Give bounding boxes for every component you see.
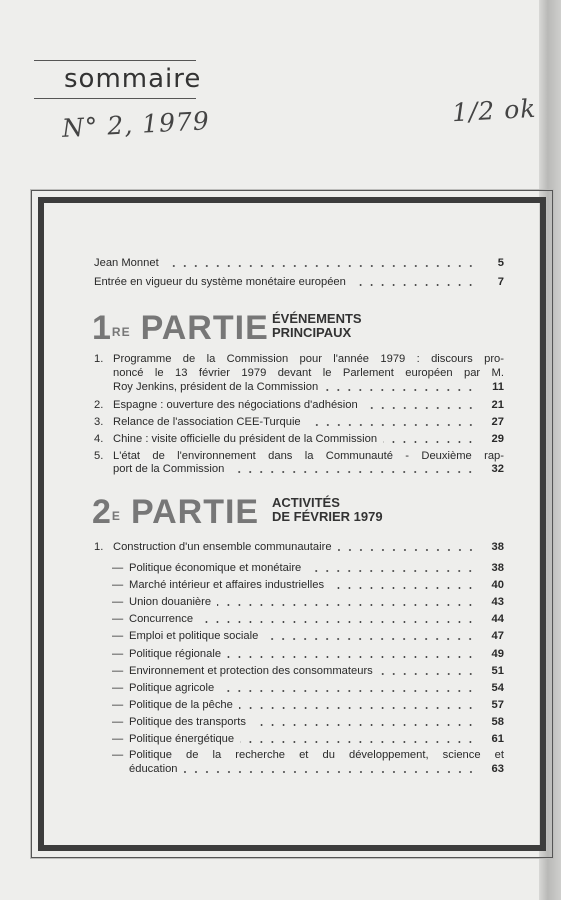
title-rule-top [34,60,196,61]
toc-entry[interactable]: 5. L'état de l'environnement dans la Communauté - Deuxième rap- [94,450,504,462]
dot-leader [330,587,476,589]
toc-subentry-label: — Concurrence [112,613,194,626]
toc-subentry[interactable] [112,715,504,729]
dot-leader [307,570,476,572]
toc-entry[interactable] [94,256,504,270]
toc-entry[interactable] [94,275,504,289]
part-subtitle: ACTIVITÉS DE FÉVRIER 1979 [272,495,383,524]
toc-subentry[interactable] [112,732,504,746]
dot-leader [383,441,476,443]
toc-entry-label: Jean Monnet [94,257,159,269]
toc-subentry-page: 38 [491,562,504,574]
toc-subentry[interactable] [112,612,504,626]
toc-subentry[interactable] [112,664,504,678]
toc-subentry[interactable] [112,698,504,712]
dot-leader [184,771,476,773]
toc-subentry-label: — Marché intérieur et affaires industrielles [112,579,325,592]
toc-subentry-label: — Politique des transports [112,715,246,728]
handwritten-check-note: 1/2 ok [451,93,538,128]
toc-subentry-label: — Politique agricole [112,681,215,694]
dot-leader [217,604,476,606]
dot-leader [307,424,476,426]
part-number: $2^E$ PARTIE [92,493,260,531]
toc-subentry-page: 61 [491,733,504,745]
toc-subentry-page: 47 [491,630,504,643]
toc-subentry-page: 51 [491,664,504,677]
dot-leader [352,284,476,286]
toc-subentry[interactable] [112,681,504,695]
toc-subentry-label: — Politique de la pêche [112,698,233,711]
toc-subentry[interactable] [112,629,504,643]
toc-entry-tail: éducation 63 [129,763,504,775]
toc-entry[interactable]: 3. Relance de l'association CEE-Turquie 27 [94,416,504,428]
toc-subentry-page: 40 [491,579,504,592]
dot-leader [324,389,476,391]
toc-subentry-page: 49 [491,647,504,660]
dot-leader [230,471,476,473]
toc-subentry-label: — Union douanière [112,596,212,609]
toc-subentry-page: 58 [491,715,504,728]
toc-entry[interactable]: 2. Espagne : ouverture des négociations d'adhésion 21 [94,399,504,411]
toc-entry-continued: noncé le 13 février 1979 devant le Parlement européen par M. [113,367,504,379]
toc-entry-tail: Roy Jenkins, président de la Commission 11 [113,381,504,393]
dot-leader [220,690,476,692]
toc-subentry-label: — Politique économique et monétaire [112,562,302,574]
title-rule-bottom [34,98,196,99]
toc-entry-page: 7 [497,276,504,288]
toc-entry-tail: port de la Commission 32 [113,463,504,475]
toc-entry[interactable]: 4. Chine : visite officielle du président de la Commission 29 [94,433,504,445]
toc-subentry-label: — Emploi et politique sociale [112,630,259,643]
toc-subentry-label: — Environnement et protection des consommateurs [112,664,373,677]
dot-leader [264,638,476,640]
dot-leader [364,407,476,409]
dot-leader [239,707,476,709]
toc-subentry-page: 57 [491,698,504,711]
toc-subentry-page: 54 [491,681,504,694]
part-subtitle: ÉVÉNEMENTS PRINCIPAUX [272,311,362,340]
toc-entry-label: Entrée en vigueur du système monétaire européen [94,276,346,288]
dot-leader [165,265,476,267]
toc-subentry[interactable]: — Politique de la recherche et du développement, science et [112,749,504,761]
toc-subentry[interactable] [112,578,504,592]
dot-leader [199,621,476,623]
toc-entry[interactable]: 1. Construction d'un ensemble communautaire 38 [94,541,504,553]
page-title: sommaire [64,64,202,94]
toc-subentry-page: 43 [491,596,504,609]
dot-leader [227,656,476,658]
toc-subentry[interactable] [112,647,504,661]
dot-leader [240,741,476,743]
dot-leader [379,673,476,675]
toc-subentry[interactable] [112,561,504,575]
dot-leader [338,549,476,551]
toc-entry-page: 5 [497,257,504,269]
toc-entry[interactable]: 1. Programme de la Commission pour l'année 1979 : discours pro- [94,353,504,365]
toc-subentry-page: 44 [491,613,504,626]
toc-subentry-label: — Politique régionale [112,647,222,660]
handwritten-issue-note: N° 2, 1979 [61,106,211,143]
dot-leader [252,724,476,726]
part-number: 1RE PARTIE [92,309,269,347]
toc-subentry[interactable] [112,595,504,609]
toc-subentry-label: — Politique énergétique [112,733,235,745]
